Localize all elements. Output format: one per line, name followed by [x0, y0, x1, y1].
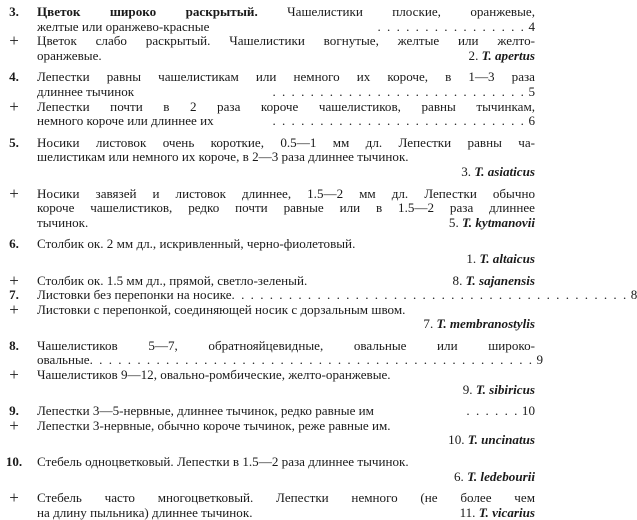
leader-dots: . . . . . . . . . . . . . . . . . . . . . . . . . . . . . . . . . . . . . . . . . . . . . . .	[89, 352, 534, 368]
key-entry-7	[0, 287, 637, 303]
taxon-reference: 2. T. apertus	[468, 47, 535, 63]
entry-text: Лепестки равны чашелистикам или немного их короче, в 1—3 раза	[37, 69, 535, 85]
entry-text: Стебель одноцветковый. Лепестки в 1.5—2 раза длиннее тычинок.	[37, 454, 409, 470]
taxon-reference: 10. T. uncinatus	[448, 432, 535, 448]
entry-number: 8.	[9, 337, 19, 353]
alternative-mark: +	[9, 415, 19, 435]
entry-text: Листовки с перепонкой, соединяющей носик с дорзальным швом.	[37, 301, 406, 317]
alternative-mark: +	[9, 31, 19, 51]
entry-text: Лепестки почти в 2 раза короче чашелистиков, равны тычинкам,	[37, 98, 535, 114]
entry-number: 6.	[9, 236, 19, 252]
taxon-reference: 1. T. altaicus	[466, 250, 535, 266]
reference: 8	[630, 287, 637, 303]
key-entry-8-alt	[0, 365, 535, 397]
entry-number: 5.	[9, 134, 19, 150]
entry-text: Чашелистиков 5—7, обратнояйцевидные, овальные или широко-	[37, 337, 535, 353]
entry-number: 7.	[9, 287, 19, 303]
key-entry-4	[0, 70, 535, 99]
leader-dots: . . . . . . . . . . . . . . . . . . . . . . . . . . . . . . . . . . . . . . . . . .	[231, 287, 628, 303]
alternative-mark: +	[9, 365, 19, 385]
alternative-mark: +	[9, 488, 19, 508]
entry-number: 10.	[5, 454, 23, 470]
taxon-reference: 3. T. asiaticus	[461, 163, 535, 179]
key-entry-4-alt	[0, 96, 535, 129]
key-entry-9-alt	[0, 415, 535, 448]
reference: 5	[528, 83, 535, 99]
entry-text: Цветок широко раскрытый. Чашелистики плоские, оранжевые,	[37, 4, 535, 19]
key-entry-7-alt	[0, 299, 535, 332]
entry-text: Столбик ок. 2 мм дл., искривленный, черно-фиолетовый.	[37, 236, 356, 252]
entry-number: 9.	[9, 403, 19, 419]
leader-dots: . . . . . . . . . . . . . . . .	[377, 18, 526, 34]
entry-number: 3.	[9, 4, 19, 19]
entry-text: Цветок слабо раскрытый. Чашелистики вогнутые, желтые или желто-	[37, 33, 535, 49]
key-entry-5	[0, 136, 535, 180]
alternative-mark: +	[9, 299, 19, 319]
entry-text: оранжевые.	[37, 47, 102, 63]
entry-text: Листовки без перепонки на носике	[37, 287, 232, 303]
entry-text: Лепестки 3-нервные, обычно короче тычинок, реже равные им.	[37, 417, 391, 433]
entry-text: желтые или оранжево-красные . . . . . . . . . . . . . . . . 4	[37, 18, 535, 34]
taxon-reference: 7. T. membranostylis	[423, 316, 535, 332]
leader-dots: . . . . . .	[466, 403, 519, 419]
entry-text: шелистикам или немного их короче, в 2—3 раза длиннее тычинок.	[37, 149, 409, 165]
alternative-mark: +	[9, 183, 19, 203]
reference: 9	[536, 352, 544, 368]
key-entry-6	[0, 237, 535, 266]
entry-text: на длину пыльника) длиннее тычинок.	[37, 504, 253, 520]
entry-text: Лепестки 3—5-нервные, длиннее тычинок, редко равные им	[37, 403, 374, 419]
leader-dots: . . . . . . . . . . . . . . . . . . . . . . . . . . .	[272, 83, 526, 99]
reference: 10	[521, 403, 535, 419]
taxon-reference: 6. T. ledebourii	[453, 468, 535, 484]
key-entry-3-alt	[0, 31, 535, 63]
key-entry-3	[0, 5, 535, 34]
key-entry-10-alt	[0, 488, 535, 520]
reference: 6	[528, 113, 535, 129]
key-entry-5-alt	[0, 183, 535, 231]
key-entry-8	[0, 337, 544, 368]
key-entry-9	[0, 404, 535, 419]
leader-dots: . . . . . . . . . . . . . . . . . . . . . . . . . . .	[272, 113, 526, 129]
reference: 4	[528, 18, 535, 34]
alternative-mark: +	[9, 270, 19, 290]
entry-text: немного короче или длиннее их	[37, 113, 214, 129]
entry-text: Носики листовок очень короткие, 0.5—1 мм дл. Лепестки равны ча-	[37, 134, 535, 150]
taxon-reference: 11. T. vicarius	[459, 504, 535, 520]
key-entry-10	[0, 455, 535, 484]
entry-text: Чашелистиков 9—12, овально-ромбические, желто-оранжевые.	[37, 367, 391, 383]
entry-text: Стебель часто многоцветковый. Лепестки немного (не более чем	[37, 490, 535, 506]
entry-text: длиннее тычинок	[37, 83, 135, 99]
key-entry-6-alt	[0, 270, 535, 290]
entry-text: Носики завязей и листовок длиннее, 1.5—2 мм дл. Лепестки обычно	[37, 185, 535, 201]
entry-text: овальные	[37, 352, 90, 368]
entry-text: тычинок.	[37, 214, 89, 230]
entry-text: Столбик ок. 1.5 мм дл., прямой, светло-зеленый.	[37, 272, 308, 288]
taxon-reference: 5. T. kytmanovii	[448, 214, 535, 230]
alternative-mark: +	[9, 96, 19, 116]
entry-text: короче чашелистиков, редко почти равные или в 1.5—2 раза длиннее	[37, 200, 535, 216]
entry-number: 4.	[9, 69, 19, 85]
taxon-reference: 8. T. sajanensis	[452, 272, 535, 288]
taxon-reference: 9. T. sibiricus	[462, 381, 535, 397]
